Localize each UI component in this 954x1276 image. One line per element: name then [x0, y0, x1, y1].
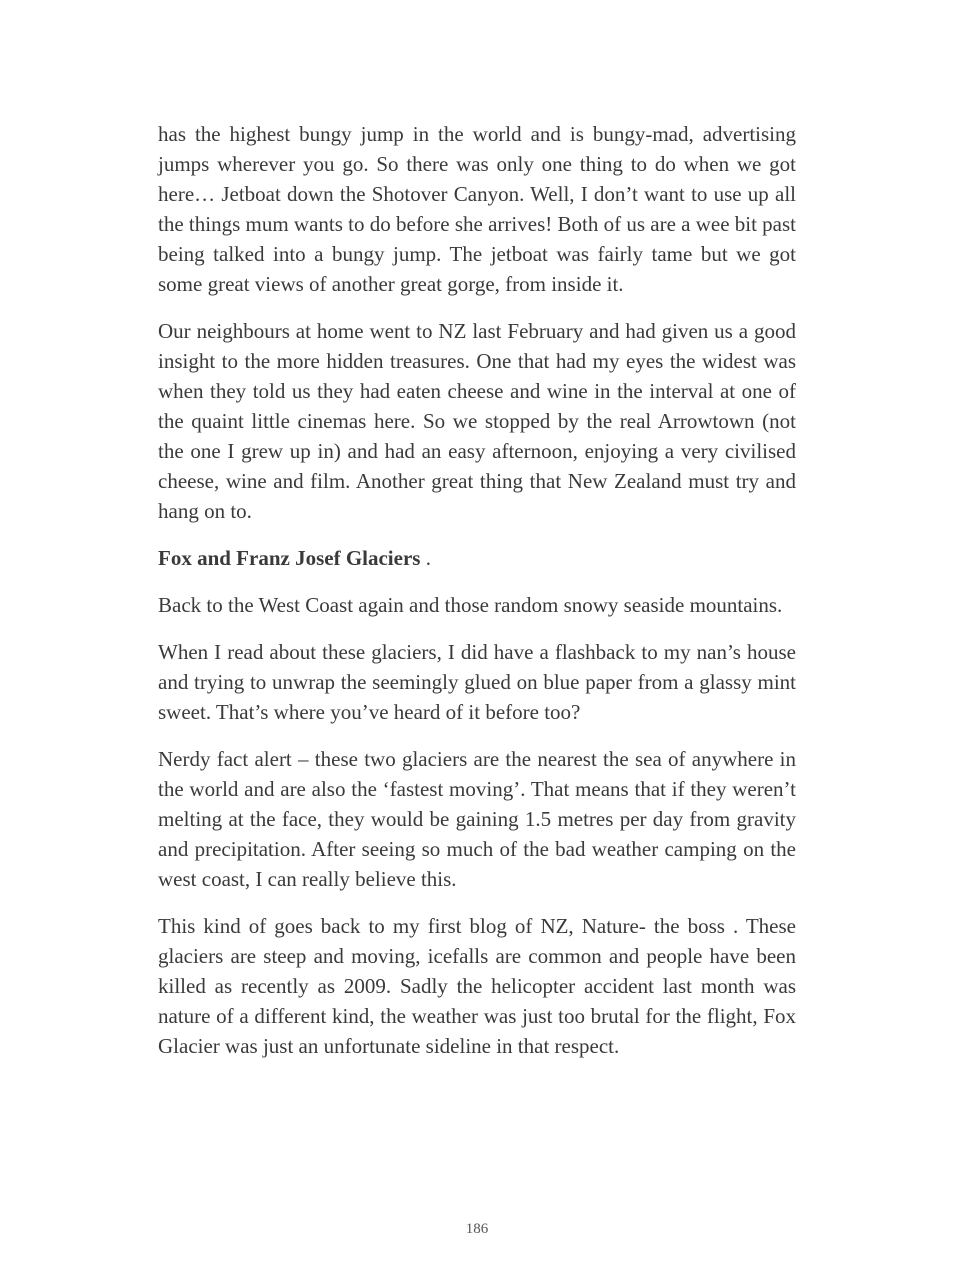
paragraph-west-coast: Back to the West Coast again and those random snowy seaside mountains. [158, 593, 783, 617]
paragraph-bungy-jetboat: has the highest bungy jump in the world and is bungy-mad, advertising jumps wherever you go. So there was only one thing to do when we got here… Jetboat down the Shotover Canyon. Well, I don’t want to use up all the things mum wants to do before she arrives! Both of us are a wee bit past being talked into a bungy jump. The jetboat was fairly tame but we got some great views of another great gorge, from inside it. [158, 122, 797, 296]
section-heading-text: Fox and Franz Josef Glaciers [158, 546, 421, 570]
page-body [158, 119, 796, 1078]
paragraph-nature-the-boss: This kind of goes back to my first blog of NZ, Nature- the boss . These glaciers are steep and moving, icefalls are common and people have been killed as recently as 2009. Sadly the helicopter accident last month was nature of a different kind, the weather was just too brutal for the flight, Fox Glacier was just an unfortunate sideline in that respect. [158, 914, 796, 1058]
paragraph-nan-flashback: When I read about these glaciers, I did have a flashback to my nan’s house and trying to unwrap the seemingly glued on blue paper from a glassy mint sweet. That’s where you’ve heard of it before too? [158, 640, 796, 724]
paragraph-arrowtown-cinema: Our neighbours at home went to NZ last February and had given us a good insight to the more hidden treasures. One that had my eyes the widest was when they told us they had eaten cheese and wine in the interval at one of the quaint little cinemas here. So we stopped by the real Arrowtown (not the one I grew up in) and had an easy afternoon, enjoying a very civilised cheese, wine and film. Another great thing that New Zealand must try and hang on to. [158, 319, 796, 523]
section-heading-suffix: . [420, 546, 431, 570]
section-heading [158, 543, 796, 573]
page-number: 186 [465, 1221, 489, 1237]
paragraph-nerdy-fact: Nerdy fact alert – these two glaciers are the nearest the sea of anywhere in the world and are also the ‘fastest moving’. That means that if they weren’t melting at the face, they would be gaining 1.5 metres per day from gravity and precipitation. After seeing so much of the bad weather camping on the west coast, I can really believe this. [158, 747, 796, 891]
